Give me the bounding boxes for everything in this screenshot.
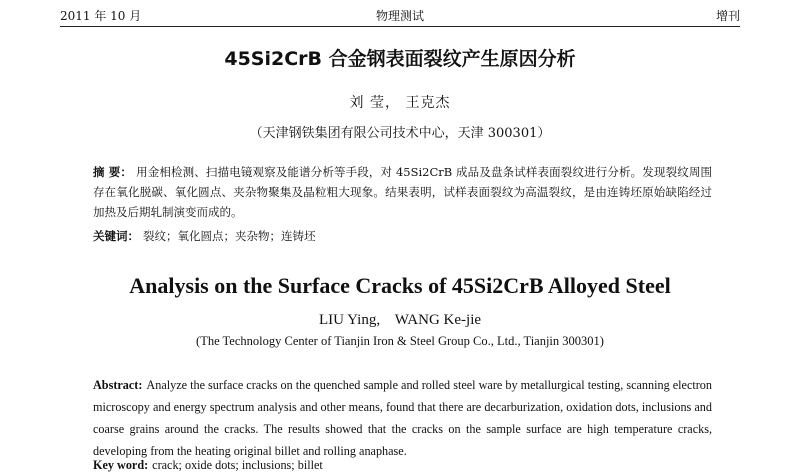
- chinese-keywords-text: 裂纹；氧化圆点；夹杂物；连铸坯: [143, 229, 316, 243]
- chinese-abstract-text: 用金相检测、扫描电镜观察及能谱分析等手段，对 45Si2CrB 成品及盘条试样表面裂纹进行分析。发现裂纹周围存在氧化脱碳、氧化圆点、夹杂物聚集及晶粒粗大现象。结果表明，试样表面裂纹为高温裂纹，是由连铸坯原始缺陷经过加热及后期轧制演变而成的。: [93, 165, 712, 219]
- english-keywords: [93, 458, 712, 473]
- header-issue: 增刊: [715, 9, 740, 23]
- header-date: 2011 年 10 月: [60, 9, 142, 23]
- chinese-abstract-label: 摘 要：: [93, 165, 133, 179]
- english-authors: LIU Ying, WANG Ke-jie: [318, 312, 482, 328]
- chinese-keywords: [93, 228, 712, 244]
- header-journal: 物理测试: [375, 9, 424, 23]
- chinese-title: 45Si2CrB 合金钢表面裂纹产生原因分析: [224, 48, 576, 70]
- english-keywords-text: crack; oxide dots; inclusions; billet: [152, 458, 323, 472]
- chinese-affiliation: （天津钢铁集团有限公司技术中心，天津 300301）: [249, 126, 551, 141]
- english-abstract: [93, 374, 712, 462]
- english-keywords-label: Key word:: [93, 458, 149, 472]
- running-header: [60, 4, 740, 27]
- chinese-abstract: [93, 162, 712, 222]
- english-affiliation: (The Technology Center of Tianjin Iron & Steel Group Co., Ltd., Tianjin 300301): [196, 334, 604, 348]
- english-abstract-label: Abstract:: [93, 378, 143, 392]
- chinese-keywords-label: 关键词：: [93, 229, 139, 243]
- english-title: Analysis on the Surface Cracks of 45Si2CrB Alloyed Steel: [129, 273, 671, 298]
- chinese-authors: 刘 莹， 王克杰: [349, 95, 451, 111]
- english-abstract-text: Analyze the surface cracks on the quenched sample and rolled steel ware by metallurgical testing, scanning electron microscopy and energy spectrum analysis and other means, found that there are decarburization, oxidation dots, inclusions and coarse grains around the cracks. The results showed that the cracks on the sample surface are high temperature cracks, developing from the heating original billet and rolling anaphase.: [93, 378, 712, 458]
